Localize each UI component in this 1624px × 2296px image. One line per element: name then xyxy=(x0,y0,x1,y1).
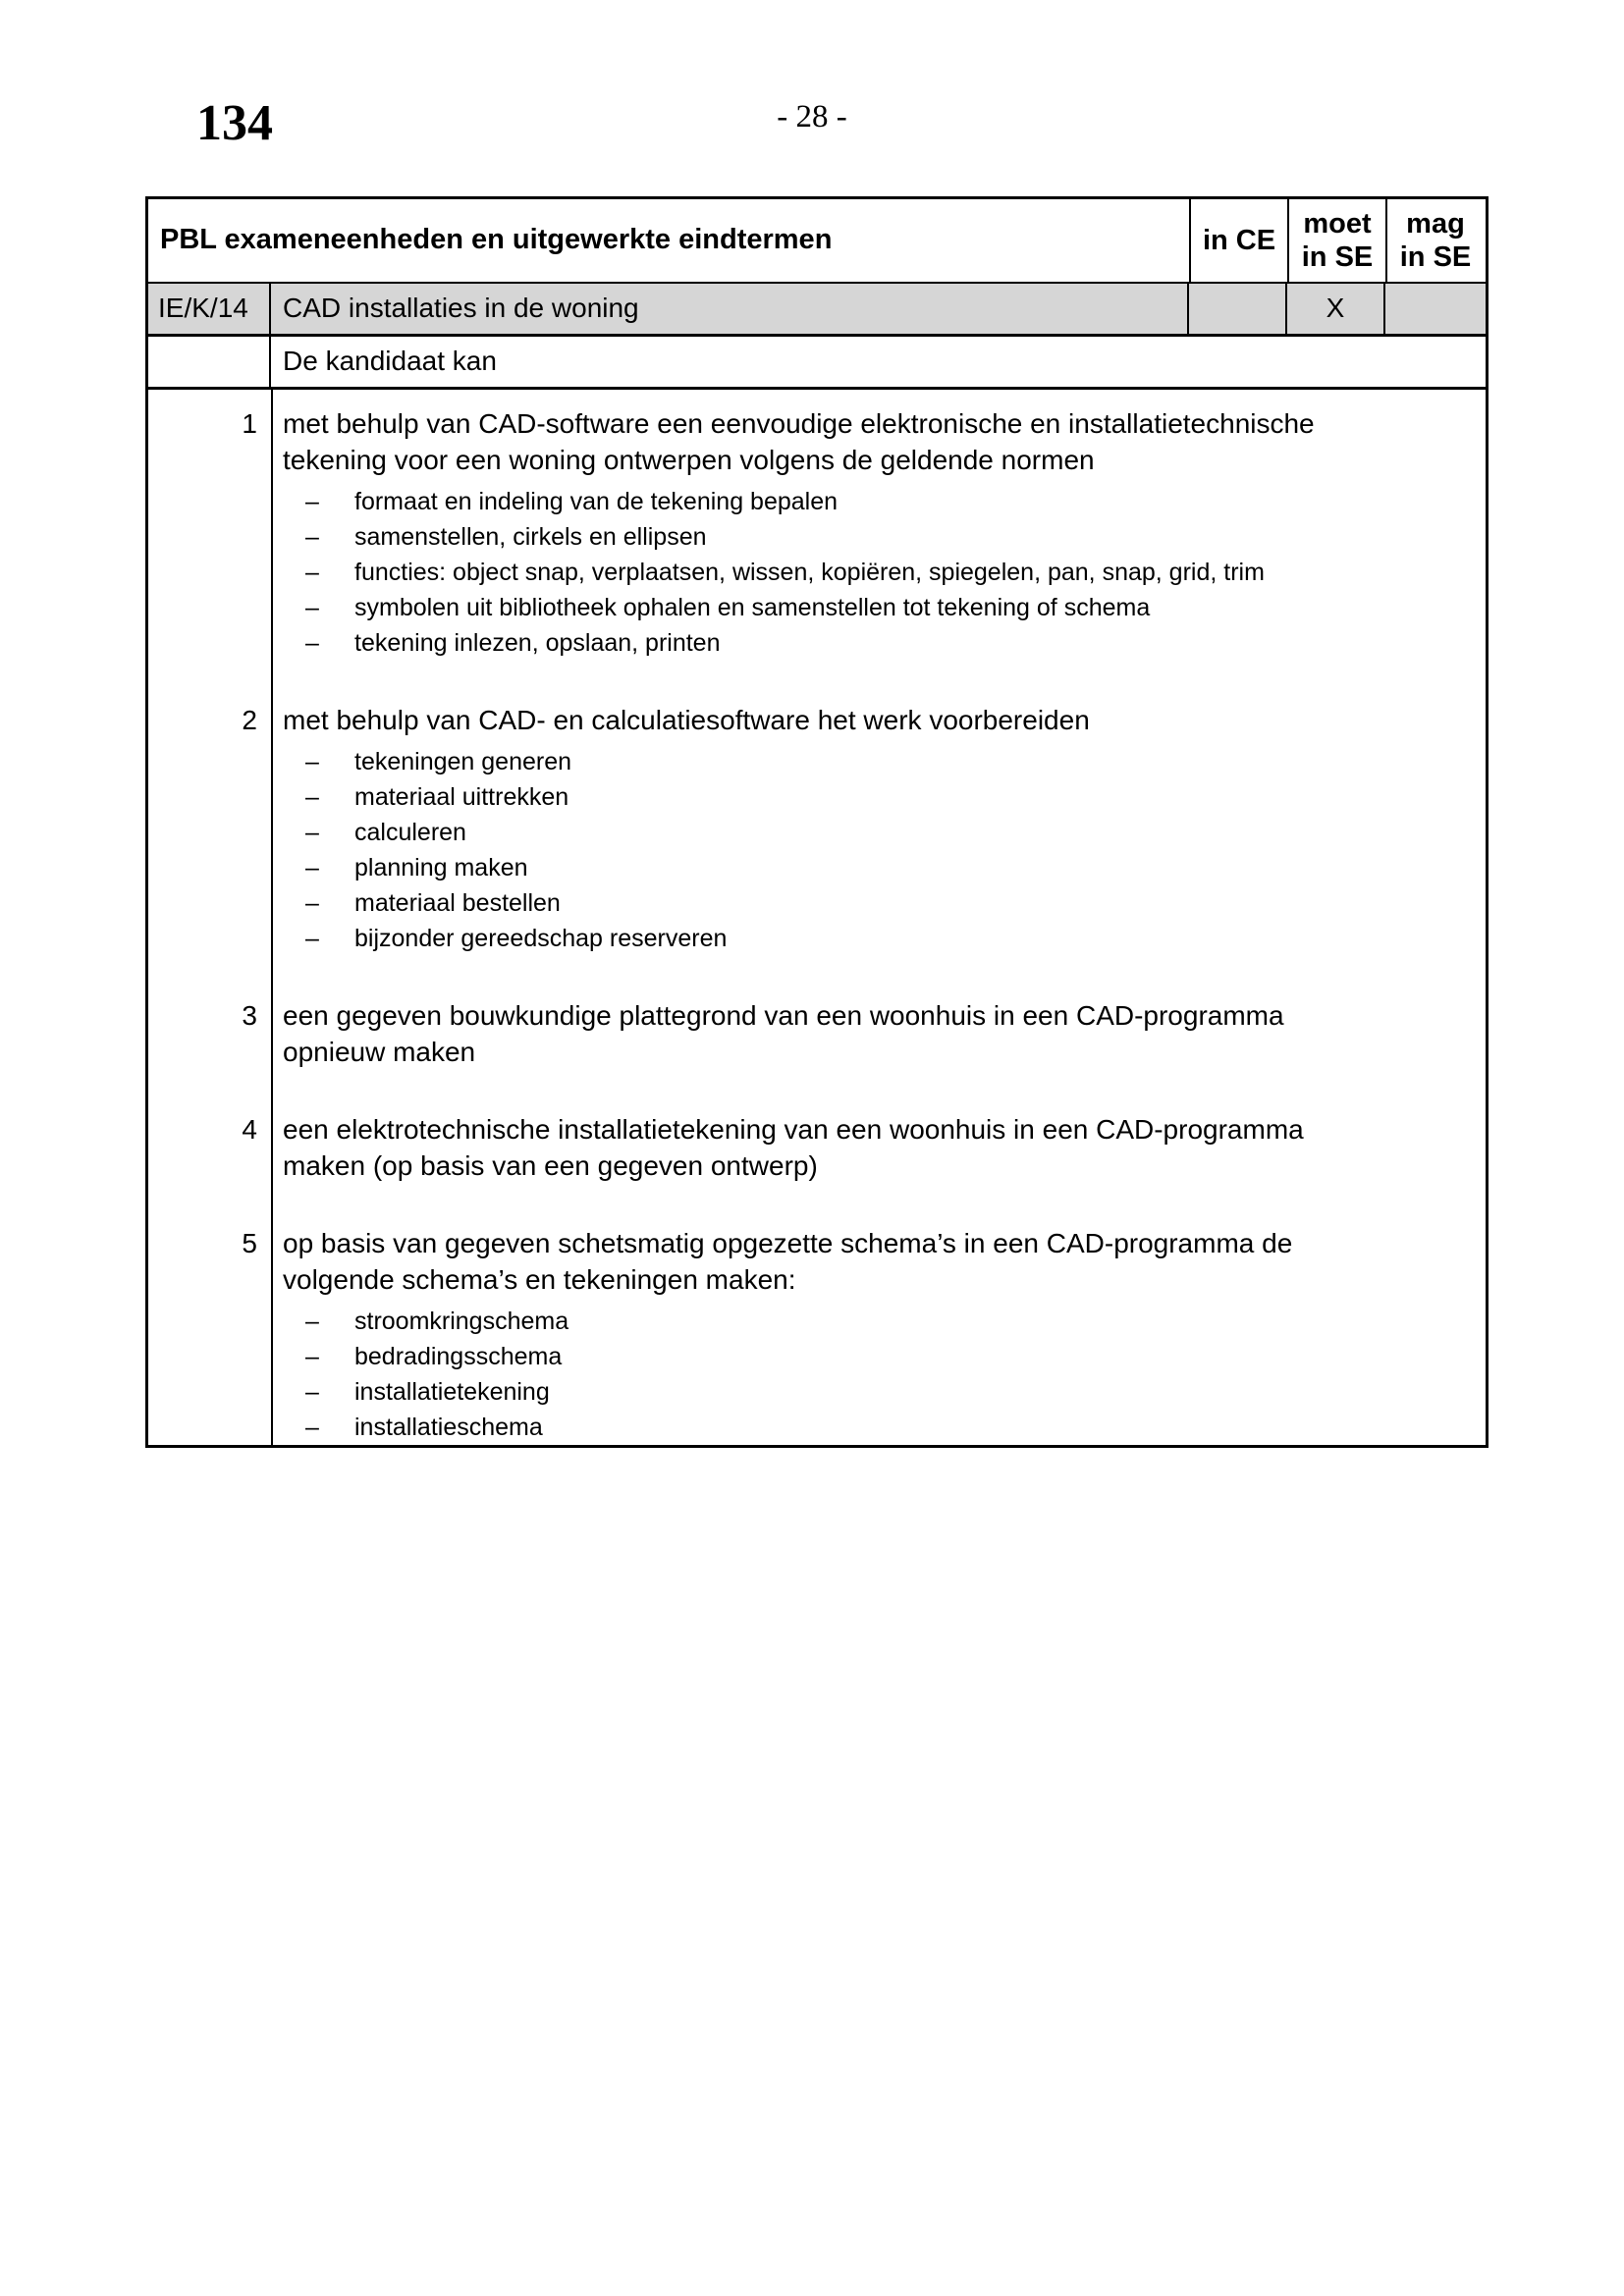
bullet-item xyxy=(283,1374,1486,1410)
item-line: volgende schema’s en tekeningen maken: xyxy=(283,1264,796,1296)
item-text xyxy=(271,1111,1486,1184)
col-header-moet-line2: in SE xyxy=(1301,240,1374,273)
item-text xyxy=(271,405,1486,661)
bullet-item xyxy=(283,555,1486,590)
bullet-item xyxy=(283,1304,1486,1339)
bullet-text: materiaal bestellen xyxy=(354,889,561,918)
bullet-item xyxy=(283,519,1486,555)
exam-unit-in-ce xyxy=(1187,284,1285,334)
item-text xyxy=(271,1225,1486,1445)
eindterm-item-4 xyxy=(148,1111,1486,1184)
col-header-mag-line2: in SE xyxy=(1399,240,1472,273)
bullet-item xyxy=(283,1339,1486,1374)
item-line: met behulp van CAD-software een eenvoudige elektronische en installatietechnische xyxy=(283,408,1315,440)
table-header-row xyxy=(148,199,1486,284)
item-line: op basis van gegeven schetsmatig opgezette schema’s in een CAD-programma de xyxy=(283,1228,1293,1259)
bullet-dash: – xyxy=(305,819,319,847)
item-text xyxy=(271,702,1486,956)
col-header-in-ce-label: in CE xyxy=(1202,224,1276,256)
intro-text: De kandidaat kan xyxy=(283,346,497,377)
eindterm-item-2 xyxy=(148,702,1486,956)
bullet-dash: – xyxy=(305,854,319,882)
bullet-text: tekeningen generen xyxy=(354,748,572,776)
page-header-number: - 28 - xyxy=(777,99,847,134)
bullet-text: installatietekening xyxy=(354,1378,550,1407)
item-number: 5 xyxy=(242,1228,257,1259)
item-number: 1 xyxy=(242,408,257,440)
bullet-item xyxy=(283,815,1486,850)
bullet-text: stroomkringschema xyxy=(354,1308,569,1336)
bullet-dash: – xyxy=(305,594,319,622)
bullet-item xyxy=(283,779,1486,815)
bullet-item xyxy=(283,850,1486,885)
item-line: met behulp van CAD- en calculatiesoftware het werk voorbereiden xyxy=(283,705,1090,736)
col-header-in-ce xyxy=(1189,199,1287,282)
bullet-text: bedradingsschema xyxy=(354,1343,563,1371)
bullet-text: tekening inlezen, opslaan, printen xyxy=(354,629,721,658)
col-header-mag-in-se xyxy=(1385,199,1484,282)
exam-unit-moet-in-se: X xyxy=(1285,284,1383,334)
item-line: opnieuw maken xyxy=(283,1037,476,1068)
bullet-item xyxy=(283,921,1486,956)
number-column-divider xyxy=(271,390,273,1445)
bullet-dash: – xyxy=(305,925,319,953)
table-header-title: PBL exameneenheden en uitgewerkte eindtermen xyxy=(160,224,833,256)
bullet-dash: – xyxy=(305,1378,319,1407)
eindterm-item-3 xyxy=(148,997,1486,1070)
bullet-text: functies: object snap, verplaatsen, wissen, kopiëren, spiegelen, pan, snap, grid, trim xyxy=(354,559,1265,587)
bullet-dash: – xyxy=(305,629,319,658)
bullet-item xyxy=(283,1410,1486,1445)
item-number: 2 xyxy=(242,705,257,736)
bullet-dash: – xyxy=(305,1343,319,1371)
eindtermen-table xyxy=(145,196,1489,1448)
col-header-moet-in-se xyxy=(1287,199,1385,282)
intro-number-cell xyxy=(148,337,271,387)
exam-unit-code: IE/K/14 xyxy=(148,284,271,334)
bullet-item xyxy=(283,484,1486,519)
eindterm-item-1 xyxy=(148,405,1486,661)
exam-unit-row xyxy=(148,284,1486,337)
item-line: een elektrotechnische installatietekening van een woonhuis in een CAD-programma xyxy=(283,1114,1304,1146)
bullet-dash: – xyxy=(305,488,319,516)
bullet-text: formaat en indeling van de tekening bepalen xyxy=(354,488,839,516)
item-bullets xyxy=(283,1304,1486,1445)
eindterm-item-5 xyxy=(148,1225,1486,1445)
bullet-text: materiaal uittrekken xyxy=(354,783,569,812)
exam-unit-title: CAD installaties in de woning xyxy=(283,293,639,324)
eindtermen-body xyxy=(148,390,1486,1445)
item-bullets xyxy=(283,744,1486,956)
bullet-text: samenstellen, cirkels en ellipsen xyxy=(354,523,707,552)
item-line: maken (op basis van een gegeven ontwerp) xyxy=(283,1150,818,1182)
col-header-mag-line1: mag xyxy=(1406,207,1465,240)
page-number: 134 xyxy=(196,95,273,151)
bullet-text: bijzonder gereedschap reserveren xyxy=(354,925,728,953)
exam-unit-mag-in-se xyxy=(1383,284,1482,334)
bullet-dash: – xyxy=(305,523,319,552)
bullet-text: planning maken xyxy=(354,854,528,882)
bullet-dash: – xyxy=(305,559,319,587)
bullet-text: installatieschema xyxy=(354,1414,543,1442)
bullet-dash: – xyxy=(305,1414,319,1442)
intro-row xyxy=(148,337,1486,390)
bullet-item xyxy=(283,744,1486,779)
bullet-dash: – xyxy=(305,783,319,812)
bullet-dash: – xyxy=(305,1308,319,1336)
bullet-item xyxy=(283,885,1486,921)
bullet-text: calculeren xyxy=(354,819,466,847)
item-line: tekening voor een woning ontwerpen volgens de geldende normen xyxy=(283,445,1095,476)
bullet-dash: – xyxy=(305,748,319,776)
bullet-dash: – xyxy=(305,889,319,918)
item-number: 3 xyxy=(242,1000,257,1032)
item-text xyxy=(271,997,1486,1070)
col-header-moet-line1: moet xyxy=(1303,207,1372,240)
bullet-text: symbolen uit bibliotheek ophalen en samenstellen tot tekening of schema xyxy=(354,594,1151,622)
bullet-item xyxy=(283,590,1486,625)
item-bullets xyxy=(283,484,1486,661)
item-number: 4 xyxy=(242,1114,257,1146)
bullet-item xyxy=(283,625,1486,661)
item-line: een gegeven bouwkundige plattegrond van een woonhuis in een CAD-programma xyxy=(283,1000,1284,1032)
